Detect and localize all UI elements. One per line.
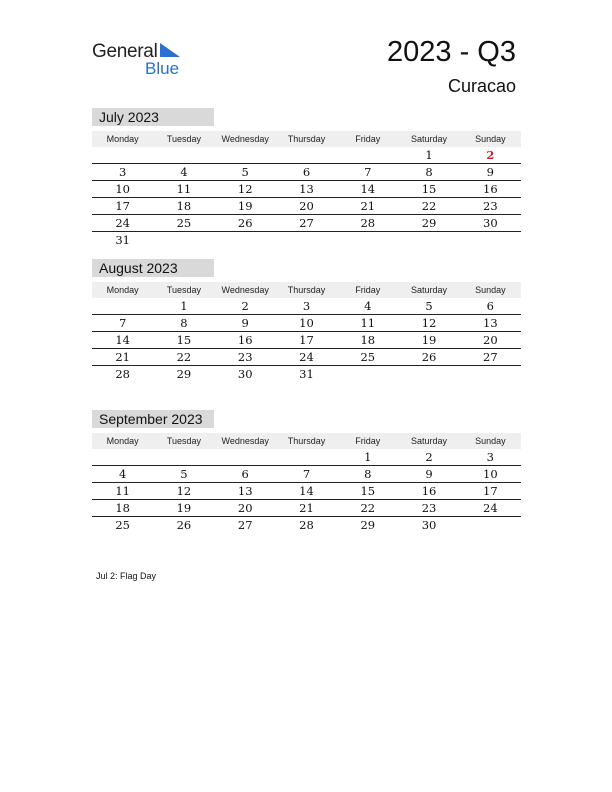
day-cell: 1 xyxy=(153,298,214,315)
week-row xyxy=(92,181,521,198)
day-cell: 21 xyxy=(276,500,337,517)
day-cell: 12 xyxy=(215,181,276,198)
empty-day-cell xyxy=(460,382,521,398)
weekday-header: Thursday xyxy=(276,433,337,449)
day-cell: 3 xyxy=(460,449,521,466)
weekday-header: Friday xyxy=(337,433,398,449)
day-cell: 30 xyxy=(237,367,253,381)
day-cell: 20 xyxy=(460,332,521,349)
day-cell: 29 xyxy=(360,518,376,532)
month-august xyxy=(92,259,521,398)
day-cell: 28 xyxy=(299,518,314,532)
day-cell: 12 xyxy=(398,315,459,332)
holiday-note: Jul 2: Flag Day xyxy=(96,571,157,581)
day-cell: 20 xyxy=(215,500,276,517)
weekday-header: Saturday xyxy=(398,131,459,147)
day-cell: 19 xyxy=(398,332,459,349)
day-cell: 6 xyxy=(215,466,276,483)
day-cell: 6 xyxy=(460,298,521,315)
empty-day-cell xyxy=(92,449,153,466)
day-cell: 26 xyxy=(398,349,459,366)
day-cell: 29 xyxy=(176,367,192,381)
day-cell: 13 xyxy=(215,483,276,500)
empty-day-cell xyxy=(276,533,337,549)
empty-day-cell xyxy=(398,533,459,549)
empty-day-cell xyxy=(276,232,337,249)
week-row xyxy=(92,349,521,366)
weekday-header: Thursday xyxy=(276,282,337,298)
weekday-header: Tuesday xyxy=(153,131,214,147)
day-cell: 27 xyxy=(460,349,521,366)
empty-day-cell xyxy=(337,382,398,398)
day-cell: 18 xyxy=(92,500,153,517)
day-cell: 25 xyxy=(337,349,398,366)
day-cell: 22 xyxy=(153,349,214,366)
empty-day-cell xyxy=(460,366,521,383)
empty-day-cell xyxy=(153,382,214,398)
empty-day-cell xyxy=(92,533,153,549)
empty-day-cell xyxy=(398,382,459,398)
weekday-header: Sunday xyxy=(460,282,521,298)
week-row xyxy=(92,147,521,164)
day-cell: 9 xyxy=(215,315,276,332)
weekday-header: Wednesday xyxy=(215,282,276,298)
day-cell: 4 xyxy=(92,466,153,483)
day-cell: 14 xyxy=(276,483,337,500)
day-cell: 8 xyxy=(337,466,398,483)
day-cell: 3 xyxy=(92,164,153,181)
day-cell: 2 xyxy=(398,449,459,466)
calendar-grid xyxy=(92,131,521,248)
day-cell: 9 xyxy=(398,466,459,483)
day-cell: 5 xyxy=(153,466,214,483)
weekday-header: Wednesday xyxy=(215,433,276,449)
day-cell: 18 xyxy=(153,198,214,215)
day-cell: 7 xyxy=(337,164,398,181)
quarter-title: 2023 - Q3 xyxy=(387,36,516,68)
day-cell: 10 xyxy=(92,181,153,198)
day-cell: 9 xyxy=(460,164,521,181)
week-row xyxy=(92,232,521,249)
empty-day-cell xyxy=(215,533,276,549)
day-cell: 2 xyxy=(215,298,276,315)
week-row xyxy=(92,298,521,315)
empty-day-cell xyxy=(215,449,276,466)
logo-blue-text: Blue xyxy=(145,59,180,78)
empty-day-cell xyxy=(92,298,153,315)
weekday-header: Saturday xyxy=(398,433,459,449)
day-cell: 1 xyxy=(337,449,398,466)
day-cell: 15 xyxy=(398,181,459,198)
weekday-header: Friday xyxy=(337,282,398,298)
day-cell: 16 xyxy=(398,483,459,500)
empty-day-cell xyxy=(337,232,398,249)
empty-day-cell xyxy=(276,449,337,466)
empty-day-cell xyxy=(460,517,521,534)
generalblue-logo xyxy=(92,40,192,80)
empty-day-cell xyxy=(215,232,276,249)
empty-day-cell xyxy=(153,449,214,466)
week-row xyxy=(92,449,521,466)
empty-day-cell xyxy=(153,232,214,249)
day-cell: 28 xyxy=(115,367,130,381)
day-cell: 24 xyxy=(92,215,153,232)
empty-day-cell xyxy=(337,533,398,549)
week-row xyxy=(92,483,521,500)
day-cell: 27 xyxy=(237,518,253,532)
day-cell: 3 xyxy=(276,298,337,315)
empty-day-cell xyxy=(276,147,337,164)
day-cell: 27 xyxy=(276,215,337,232)
day-cell: 10 xyxy=(276,315,337,332)
day-cell: 24 xyxy=(276,349,337,366)
empty-day-cell xyxy=(215,382,276,398)
empty-day-cell xyxy=(153,147,214,164)
day-cell: 21 xyxy=(337,198,398,215)
day-cell: 22 xyxy=(398,198,459,215)
logo-general-text: General xyxy=(92,41,158,62)
day-cell: 7 xyxy=(92,315,153,332)
weekday-header: Tuesday xyxy=(153,282,214,298)
day-cell: 31 xyxy=(299,367,314,381)
weekday-header: Sunday xyxy=(460,433,521,449)
week-row xyxy=(92,517,521,534)
day-cell: 24 xyxy=(460,500,521,517)
weekday-header: Saturday xyxy=(398,282,459,298)
day-cell: 7 xyxy=(276,466,337,483)
week-row xyxy=(92,215,521,232)
day-cell: 28 xyxy=(337,215,398,232)
empty-day-cell xyxy=(153,533,214,549)
weekday-header: Tuesday xyxy=(153,433,214,449)
day-cell: 13 xyxy=(460,315,521,332)
day-cell: 17 xyxy=(92,198,153,215)
day-cell: 2 xyxy=(460,147,521,164)
day-cell: 26 xyxy=(176,518,192,532)
calendar-grid xyxy=(92,282,521,398)
weekday-header: Friday xyxy=(337,131,398,147)
weekday-header: Wednesday xyxy=(215,131,276,147)
day-cell: 25 xyxy=(153,215,214,232)
weekday-header: Sunday xyxy=(460,131,521,147)
day-cell: 16 xyxy=(215,332,276,349)
day-cell: 1 xyxy=(398,147,459,164)
month-label: September 2023 xyxy=(92,410,214,428)
week-row xyxy=(92,164,521,181)
day-cell: 23 xyxy=(398,500,459,517)
empty-day-cell xyxy=(92,147,153,164)
weekday-header: Monday xyxy=(92,433,153,449)
week-row xyxy=(92,382,521,398)
day-cell: 5 xyxy=(215,164,276,181)
month-label: July 2023 xyxy=(92,108,214,126)
week-row xyxy=(92,315,521,332)
day-cell: 10 xyxy=(460,466,521,483)
day-cell: 15 xyxy=(337,483,398,500)
day-cell: 26 xyxy=(215,215,276,232)
day-cell: 22 xyxy=(337,500,398,517)
day-cell: 31 xyxy=(115,233,130,247)
empty-day-cell xyxy=(460,232,521,249)
empty-day-cell xyxy=(215,147,276,164)
country-title: Curacao xyxy=(447,76,516,96)
day-cell: 20 xyxy=(276,198,337,215)
empty-day-cell xyxy=(398,232,459,249)
weekday-header: Thursday xyxy=(276,131,337,147)
day-cell: 25 xyxy=(115,518,130,532)
day-cell: 23 xyxy=(215,349,276,366)
day-cell: 19 xyxy=(153,500,214,517)
day-cell: 11 xyxy=(153,181,214,198)
day-cell: 17 xyxy=(460,483,521,500)
day-cell: 21 xyxy=(92,349,153,366)
week-row xyxy=(92,366,521,383)
empty-day-cell xyxy=(460,533,521,549)
week-row xyxy=(92,198,521,215)
month-label: August 2023 xyxy=(92,259,214,277)
day-cell: 30 xyxy=(421,518,437,532)
day-cell: 12 xyxy=(153,483,214,500)
day-cell: 14 xyxy=(92,332,153,349)
week-row xyxy=(92,466,521,483)
day-cell: 19 xyxy=(215,198,276,215)
day-cell: 11 xyxy=(92,483,153,500)
calendar-grid xyxy=(92,433,521,549)
day-cell: 30 xyxy=(460,215,521,232)
day-cell: 4 xyxy=(153,164,214,181)
empty-day-cell xyxy=(337,366,398,383)
weekday-header: Monday xyxy=(92,131,153,147)
day-cell: 4 xyxy=(337,298,398,315)
day-cell: 29 xyxy=(398,215,459,232)
week-row xyxy=(92,332,521,349)
empty-day-cell xyxy=(337,147,398,164)
weekday-header: Monday xyxy=(92,282,153,298)
day-cell: 6 xyxy=(276,164,337,181)
day-cell: 8 xyxy=(153,315,214,332)
empty-day-cell xyxy=(92,382,153,398)
month-july xyxy=(92,108,521,248)
day-cell: 16 xyxy=(460,181,521,198)
month-september xyxy=(92,410,521,549)
day-cell: 14 xyxy=(337,181,398,198)
day-cell: 13 xyxy=(276,181,337,198)
week-row xyxy=(92,533,521,549)
day-cell: 11 xyxy=(337,315,398,332)
day-cell: 18 xyxy=(337,332,398,349)
day-cell: 5 xyxy=(398,298,459,315)
empty-day-cell xyxy=(276,382,337,398)
weekday-header-row xyxy=(92,131,521,147)
weekday-header-row xyxy=(92,433,521,449)
weekday-header-row xyxy=(92,282,521,298)
day-cell: 17 xyxy=(276,332,337,349)
day-cell: 23 xyxy=(460,198,521,215)
day-cell: 15 xyxy=(153,332,214,349)
day-cell: 8 xyxy=(398,164,459,181)
logo-flag-icon xyxy=(160,43,182,61)
week-row xyxy=(92,500,521,517)
empty-day-cell xyxy=(398,366,459,383)
